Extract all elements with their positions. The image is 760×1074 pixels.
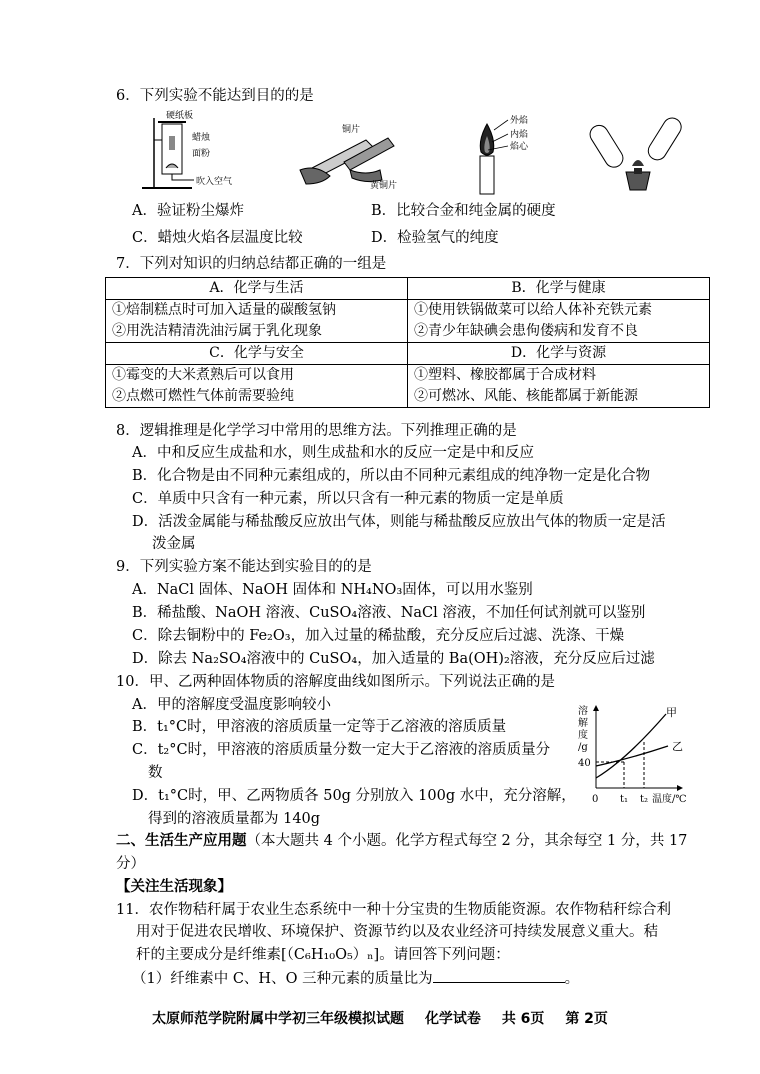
y-axis-label-2: 解	[578, 718, 588, 729]
q7-a-head: A．化学与生活	[106, 278, 408, 300]
q11-line3: 秆的主要成分是纤维素[（C₆H₁₀O₅）ₙ]。请回答下列问题：	[136, 947, 510, 963]
q8-option-b: B．化合物是由不同种元素组成的，所以由不同种元素组成的纯净物一定是化合物	[132, 468, 651, 484]
q11-line2: 用对于促进农民增收、环境保护、资源节约以及农业经济可持续发展意义重大。秸	[136, 924, 658, 940]
q8-option-a: A．中和反应生成盐和水，则生成盐和水的反应一定是中和反应	[132, 445, 534, 461]
dust-explosion-figure	[132, 110, 252, 192]
hydrogen-purity-figure	[586, 112, 686, 196]
q8-option-d-cont: 泼金属	[152, 536, 196, 552]
label-flame-core: 焰心	[510, 142, 529, 152]
q9-stem: 9．下列实验方案不能达到实验目的的是	[116, 559, 372, 575]
y-axis-label-1: 溶	[578, 706, 588, 717]
q7-b-item1: ①使用铁锅做菜可以给人体补充铁元素	[408, 300, 710, 322]
label-candle: 蜡烛	[192, 133, 211, 143]
q9-option-b: B．稀盐酸、NaOH 溶液、CuSO₄溶液、NaCl 溶液，不加任何试剂就可以鉴别	[132, 605, 646, 621]
section2-heading	[116, 831, 687, 851]
q10-option-c-cont: 数	[148, 765, 163, 781]
footer-school: 太原师范学院附属中学初三年级模拟试题	[152, 1011, 405, 1027]
answer-blank[interactable]	[433, 968, 565, 983]
q6-stem: 6．下列实验不能达到目的的是	[116, 88, 314, 104]
section2-desc: （本大题共 4 个小题。化学方程式每空 2 分，其余每空 1 分，共 17	[246, 833, 688, 849]
q7-b-head: B．化学与健康	[408, 278, 710, 300]
q7-a-item1: ①焙制糕点时可加入适量的碳酸氢钠	[106, 300, 408, 322]
label-cardboard: 硬纸板	[166, 111, 194, 121]
q10-option-b: B．t₁°C时，甲溶液的溶质质量一定等于乙溶液的溶质质量	[132, 719, 507, 735]
q8-stem: 8．逻辑推理是化学学习中常用的思维方法。下列推理正确的是	[116, 423, 517, 439]
q6-option-b: B．比较合金和纯金属的硬度	[371, 203, 556, 219]
footer-subject: 化学试卷	[424, 1011, 481, 1027]
q9-option-a: A．NaCl 固体、NaOH 固体和 NH₄NO₃固体，可以用水鉴别	[132, 582, 533, 598]
q7-d-item1: ①塑料、橡胶都属于合成材料	[408, 365, 710, 387]
q6-option-a: A．验证粉尘爆炸	[132, 203, 244, 219]
q9-option-c: C．除去铜粉中的 Fe₂O₃，加入过量的稀盐酸，充分反应后过滤、洗涤、干燥	[132, 628, 625, 644]
q7-c-head: C．化学与安全	[106, 343, 408, 365]
q6-option-d: D．检验氢气的纯度	[371, 230, 499, 246]
label-blow-air: 吹入空气	[196, 177, 233, 187]
q9-option-d: D．除去 Na₂SO₄溶液中的 CuSO₄，加入适量的 Ba(OH)₂溶液，充分反应后过滤	[132, 651, 655, 667]
y-axis-label-4: /g	[578, 742, 588, 753]
footer-total-pages: 共 6页	[501, 1011, 545, 1027]
q10-option-a: A．甲的溶解度受温度影响较小	[132, 697, 331, 713]
q7-d-item2: ②可燃冰、风能、核能都属于新能源	[408, 386, 710, 408]
page-footer	[0, 1008, 760, 1028]
q6-option-c: C．蜡烛火焰各层温度比较	[132, 230, 303, 246]
label-outer-flame: 外焰	[510, 116, 529, 126]
footer-page-number: 第 2页	[565, 1011, 608, 1027]
q10-option-d-cont: 得到的溶液质量都为 140g	[148, 811, 321, 827]
candle-flame-figure	[466, 108, 546, 196]
q11-line1: 11．农作物秸秆属于农业生态系统中一种十分宝贵的生物质能资源。农作物秸秆综合利	[116, 902, 671, 918]
x-tick-t1: t₁	[620, 794, 629, 805]
q7-stem: 7．下列对知识的归纳总结都正确的一组是	[116, 256, 387, 272]
q8-option-c: C．单质中只含有一种元素，所以只含有一种元素的物质一定是单质	[132, 491, 564, 507]
label-inner-flame: 内焰	[510, 130, 529, 140]
q7-d-head: D．化学与资源	[408, 343, 710, 365]
q10-option-d: D．t₁°C时，甲、乙两物质各 50g 分别放入 100g 水中，充分溶解，	[132, 788, 576, 804]
q8-option-d: D．活泼金属能与稀盐酸反应放出气体，则能与稀盐酸反应放出气体的物质一定是活	[132, 514, 666, 530]
scratch-hardness-figure	[296, 118, 408, 190]
q11-subq1-end: 。	[564, 971, 580, 987]
label-brass: 黄铜片	[370, 181, 398, 190]
x-tick-0: 0	[592, 794, 599, 805]
section2-subheading: 【关注生活现象】	[116, 878, 232, 895]
series-yi-label: 乙	[672, 740, 683, 753]
series-jia-curve	[596, 714, 666, 778]
label-copper: 铜片	[342, 125, 361, 135]
q7-a-item2: ②用洗洁精清洗油污属于乳化现象	[106, 321, 408, 343]
label-flour: 面粉	[192, 149, 211, 159]
x-axis-label: 温度/℃	[652, 794, 687, 805]
y-tick-40: 40	[578, 758, 591, 769]
q7-knowledge-table	[105, 277, 710, 408]
q11-subq1	[132, 968, 579, 989]
solubility-chart	[576, 700, 696, 808]
q7-c-item2: ②点燃可燃性气体前需要验纯	[106, 386, 408, 408]
y-axis-label-3: 度	[578, 730, 588, 741]
q10-stem: 10．甲、乙两种固体物质的溶解度曲线如图所示。下列说法正确的是	[116, 674, 555, 690]
q7-c-item1: ①霉变的大米煮熟后可以食用	[106, 365, 408, 387]
x-tick-t2: t₂	[640, 794, 649, 805]
section2-desc-cont: 分）	[116, 856, 145, 872]
section2-title: 二、生活生产应用题	[116, 832, 247, 849]
q11-subq1-text: （1）纤维素中 C、H、O 三种元素的质量比为	[132, 971, 433, 987]
series-jia-label: 甲	[666, 706, 677, 719]
q7-b-item2: ②青少年缺碘会患佝偻病和发育不良	[408, 321, 710, 343]
q10-option-c: C．t₂°C时，甲溶液的溶质质量分数一定大于乙溶液的溶质质量分	[132, 742, 551, 758]
